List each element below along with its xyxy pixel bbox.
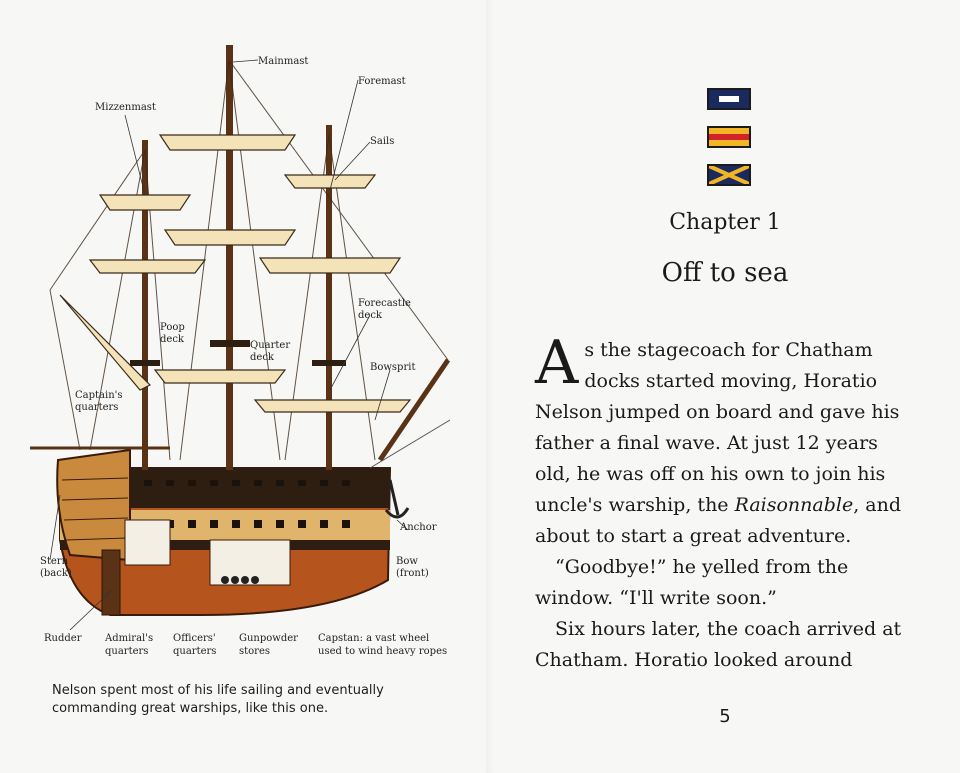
label-mainmast: Mainmast xyxy=(258,56,309,67)
signal-flag-blue-saltire xyxy=(707,164,751,186)
warship-drawing xyxy=(30,40,470,630)
text-line: father a final wave. At just 12 years xyxy=(535,432,878,454)
story-text xyxy=(535,328,935,676)
illustration-caption xyxy=(52,682,442,718)
text-line: Chatham. Horatio looked around xyxy=(535,649,853,671)
text-line: Six hours later, the coach arrived at xyxy=(555,618,902,640)
label-bowsprit: Bowsprit xyxy=(370,362,416,373)
label-sails: Sails xyxy=(370,136,395,147)
label-captains-quarters: Captain's quarters xyxy=(75,390,123,413)
text-fragment: uncle's warship, the xyxy=(535,494,735,516)
label-officers-quarters: Officers' quarters xyxy=(173,633,217,657)
text-line xyxy=(535,490,935,521)
label-gunpowder-stores: Gunpowder stores xyxy=(239,633,298,657)
label-admirals-quarters: Admiral's quarters xyxy=(105,633,154,657)
label-mizzenmast: Mizzenmast xyxy=(95,102,156,113)
label-capstan: Capstan: a vast wheel used to wind heavy ropes xyxy=(318,633,448,657)
text-line: about to start a great adventure. xyxy=(535,525,852,547)
text-fragment: , and xyxy=(853,494,902,516)
warship-illustration xyxy=(30,40,470,630)
label-bow: Bow (front) xyxy=(396,556,429,579)
text-line: window. “I'll write soon.” xyxy=(535,587,777,609)
right-page xyxy=(490,0,960,773)
label-poop-deck: Poop deck xyxy=(160,322,185,345)
text-line: “Goodbye!” he yelled from the xyxy=(555,556,849,578)
text-line: old, he was off on his own to join his xyxy=(535,463,886,485)
label-quarter-deck: Quarter deck xyxy=(250,340,291,363)
chapter-label: Chapter 1 xyxy=(669,210,781,235)
ship-name: Raisonnable xyxy=(734,494,854,516)
signal-flag-blue-white xyxy=(707,88,751,110)
caption-line: commanding great warships, like this one. xyxy=(52,701,329,716)
label-stern: Stern (back) xyxy=(40,556,72,579)
label-foremast: Foremast xyxy=(358,76,406,87)
signal-flag-yellow-red xyxy=(707,126,751,148)
caption-line: Nelson spent most of his life sailing and eventually xyxy=(52,683,384,698)
text-line: Nelson jumped on board and gave his xyxy=(535,401,900,423)
chapter-title: Off to sea xyxy=(661,258,789,288)
page-number: 5 xyxy=(719,706,731,727)
text-line: s the stagecoach for Chatham xyxy=(584,339,873,361)
text-line: docks started moving, Horatio xyxy=(584,370,878,392)
label-forecastle-deck: Forecastle deck xyxy=(358,298,411,321)
drop-cap: A xyxy=(535,328,579,398)
label-rudder: Rudder xyxy=(44,633,82,644)
label-anchor: Anchor xyxy=(400,522,437,533)
